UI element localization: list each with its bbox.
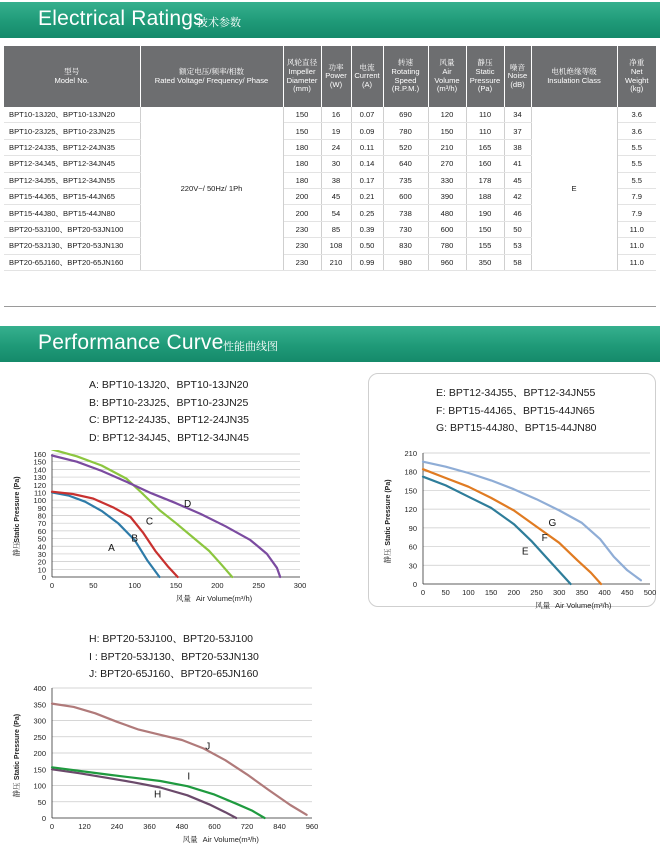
cell-current: 0.09 bbox=[351, 123, 383, 139]
legend-item: I : BPT20-53J130、BPT20-53JN130 bbox=[89, 650, 259, 663]
y-tick-label: 10 bbox=[37, 565, 46, 575]
y-tick-label: 80 bbox=[37, 511, 46, 521]
column-header-en: Model No. bbox=[54, 75, 90, 85]
y-tick-label: 210 bbox=[404, 449, 417, 458]
cell-weight: 3.6 bbox=[617, 123, 656, 139]
x-tick-label: 250 bbox=[530, 588, 543, 597]
cell-pressure: 178 bbox=[466, 172, 504, 188]
cell-power: 30 bbox=[321, 156, 351, 172]
cell-noise: 38 bbox=[504, 139, 531, 155]
y-tick-label: 50 bbox=[37, 797, 46, 807]
y-tick-label: 200 bbox=[33, 749, 46, 758]
column-header bbox=[617, 46, 656, 107]
y-tick-label: 130 bbox=[33, 473, 46, 483]
cell-model: BPT20-53J130、BPT20-53JN130 bbox=[4, 238, 140, 254]
column-header-en: Power (W) bbox=[325, 71, 347, 89]
x-tick-label: 250 bbox=[252, 581, 265, 590]
x-tick-label: 50 bbox=[441, 588, 450, 597]
column-header bbox=[4, 46, 140, 107]
cell-diameter: 180 bbox=[283, 156, 321, 172]
chart-svg bbox=[368, 445, 660, 615]
legend-item: C: BPT12-24J35、BPT12-24JN35 bbox=[89, 414, 249, 426]
performance-chart-1 bbox=[0, 450, 320, 615]
x-tick-label: 480 bbox=[175, 822, 189, 831]
y-tick-label: 20 bbox=[37, 557, 46, 567]
x-tick-label: 50 bbox=[89, 581, 98, 590]
x-axis-label-cn: 风量 bbox=[182, 835, 198, 844]
column-header-en: Rotating Speed (R.P.M.) bbox=[391, 66, 420, 94]
curve-label: E bbox=[521, 546, 529, 558]
cell-noise: 53 bbox=[504, 238, 531, 254]
y-axis-label-cn: 静压 bbox=[12, 782, 21, 798]
cell-weight: 3.6 bbox=[617, 107, 656, 123]
column-header bbox=[466, 46, 504, 107]
cell-diameter: 230 bbox=[283, 238, 321, 254]
x-tick-label: 720 bbox=[240, 822, 254, 831]
performance-chart-2 bbox=[368, 445, 660, 620]
cell-current: 0.99 bbox=[351, 254, 383, 270]
cell-speed: 730 bbox=[383, 221, 428, 237]
y-tick-label: 120 bbox=[33, 480, 46, 490]
y-tick-label: 30 bbox=[37, 549, 46, 559]
x-tick-label: 500 bbox=[643, 588, 657, 597]
cell-power: 54 bbox=[321, 205, 351, 221]
cell-pressure: 188 bbox=[466, 188, 504, 204]
y-tick-label: 100 bbox=[33, 781, 46, 791]
legend-item: H: BPT20-53J100、BPT20-53J100 bbox=[89, 633, 254, 645]
column-header-cn: 转速 bbox=[397, 58, 414, 68]
x-tick-label: 300 bbox=[552, 588, 566, 597]
curve-label: B bbox=[131, 533, 139, 545]
cell-current: 0.14 bbox=[351, 156, 383, 172]
cell-air: 270 bbox=[428, 156, 466, 172]
legend-chart-3 bbox=[89, 631, 259, 684]
cell-current: 0.07 bbox=[351, 107, 383, 123]
curve-label: C bbox=[145, 516, 154, 528]
cell-air: 390 bbox=[428, 188, 466, 204]
cell-current: 0.17 bbox=[351, 172, 383, 188]
legend-item: E: BPT12-34J55、BPT12-34JN55 bbox=[436, 387, 596, 399]
x-axis-label: Air Volume(m³/h) bbox=[555, 601, 612, 610]
legend-item: D: BPT12-34J45、BPT12-34JN45 bbox=[89, 431, 249, 444]
performance-curve-title-cn: 性能曲线图 bbox=[223, 341, 278, 353]
column-header-en: Noise (dB) bbox=[507, 71, 528, 89]
cell-model: BPT20-65J160、BPT20-65JN160 bbox=[4, 254, 140, 270]
column-header-cn: 功率 bbox=[328, 62, 344, 72]
chart-svg bbox=[0, 680, 330, 850]
y-tick-label: 40 bbox=[37, 542, 46, 552]
column-header-en: Impeller Diameter (mm) bbox=[286, 66, 318, 94]
cell-noise: 37 bbox=[504, 123, 531, 139]
cell-speed: 735 bbox=[383, 172, 428, 188]
curve-label: F bbox=[541, 532, 548, 544]
column-header bbox=[428, 46, 466, 107]
x-tick-label: 960 bbox=[305, 822, 319, 831]
column-header-en: Insulation Class bbox=[547, 75, 601, 85]
cell-diameter: 180 bbox=[283, 139, 321, 155]
y-tick-label: 110 bbox=[34, 488, 46, 498]
y-tick-label: 250 bbox=[33, 732, 46, 742]
x-axis-label-cn: 风量 bbox=[175, 594, 191, 603]
x-tick-label: 100 bbox=[462, 588, 475, 597]
cell-air: 780 bbox=[428, 238, 466, 254]
cell-pressure: 160 bbox=[466, 156, 504, 172]
cell-diameter: 230 bbox=[283, 254, 321, 270]
cell-pressure: 150 bbox=[466, 221, 504, 237]
cell-model: BPT15-44J65、BPT15-44JN65 bbox=[4, 188, 140, 204]
cell-power: 38 bbox=[321, 172, 351, 188]
series-line-B bbox=[52, 492, 178, 577]
y-tick-label: 180 bbox=[404, 467, 417, 477]
cell-pressure: 165 bbox=[466, 139, 504, 155]
cell-power: 210 bbox=[321, 254, 351, 270]
electrical-ratings-title-cn: 技术参数 bbox=[197, 17, 241, 29]
cell-speed: 690 bbox=[383, 107, 428, 123]
cell-noise: 42 bbox=[504, 188, 531, 204]
x-tick-label: 240 bbox=[110, 822, 124, 831]
cell-power: 16 bbox=[321, 107, 351, 123]
cell-speed: 520 bbox=[383, 139, 428, 155]
column-header-en: Current (A) bbox=[354, 71, 380, 89]
x-tick-label: 350 bbox=[575, 588, 589, 597]
column-header-cn: 电机绝缘等级 bbox=[551, 66, 597, 76]
curve-label: J bbox=[205, 741, 211, 753]
cell-speed: 738 bbox=[383, 205, 428, 221]
cell-noise: 41 bbox=[504, 156, 531, 172]
column-header-cn: 噪音 bbox=[509, 62, 526, 72]
curve-label: G bbox=[548, 517, 557, 529]
y-tick-label: 30 bbox=[408, 561, 417, 571]
x-tick-label: 200 bbox=[211, 581, 224, 590]
cell-air: 210 bbox=[428, 139, 466, 155]
column-header-cn: 风轮直径 bbox=[286, 58, 318, 68]
cell-power: 19 bbox=[321, 123, 351, 139]
cell-weight: 5.5 bbox=[617, 156, 656, 172]
x-tick-label: 840 bbox=[273, 822, 286, 831]
y-tick-label: 140 bbox=[33, 465, 46, 475]
electrical-ratings-header bbox=[0, 2, 660, 38]
x-axis-label: Air Volume(m³/h) bbox=[195, 594, 253, 603]
series-line-G bbox=[423, 462, 641, 581]
performance-chart-3 bbox=[0, 680, 330, 855]
y-axis-label: Static Pressure (Pa) bbox=[14, 713, 21, 781]
cell-model: BPT10-23J25、BPT10-23JN25 bbox=[4, 123, 140, 139]
cell-model: BPT10-13J20、BPT10-13JN20 bbox=[4, 107, 140, 123]
electrical-ratings-title: Electrical Ratings bbox=[38, 7, 204, 30]
x-tick-label: 200 bbox=[507, 588, 521, 597]
y-tick-label: 150 bbox=[404, 486, 417, 496]
x-tick-label: 150 bbox=[484, 588, 498, 597]
cell-pressure: 110 bbox=[466, 123, 504, 139]
column-header-cn: 型号 bbox=[64, 66, 80, 76]
column-header-cn: 静压 bbox=[477, 58, 493, 68]
cell-weight: 7.9 bbox=[617, 205, 656, 221]
x-tick-label: 0 bbox=[49, 822, 55, 831]
series-line-E bbox=[423, 477, 571, 584]
x-tick-label: 600 bbox=[208, 822, 221, 831]
x-tick-label: 400 bbox=[598, 588, 611, 597]
y-tick-label: 350 bbox=[33, 700, 46, 710]
cell-pressure: 110 bbox=[466, 107, 504, 123]
x-tick-label: 300 bbox=[293, 581, 307, 590]
cell-speed: 780 bbox=[383, 123, 428, 139]
curve-label: D bbox=[183, 498, 192, 510]
cell-diameter: 200 bbox=[283, 205, 321, 221]
column-header-en: Rated Voltage/ Frequency/ Phase bbox=[154, 75, 269, 85]
cell-pressure: 190 bbox=[466, 205, 504, 221]
cell-diameter: 180 bbox=[283, 172, 321, 188]
cell-weight: 7.9 bbox=[617, 188, 656, 204]
y-tick-label: 160 bbox=[33, 450, 46, 459]
cell-weight: 11.0 bbox=[617, 238, 656, 254]
cell-air: 330 bbox=[428, 172, 466, 188]
y-tick-label: 50 bbox=[37, 534, 46, 544]
column-header-cn: 风量 bbox=[439, 58, 455, 68]
cell-weight: 5.5 bbox=[617, 139, 656, 155]
x-tick-label: 150 bbox=[169, 581, 183, 590]
y-tick-label: 70 bbox=[37, 519, 46, 529]
cell-noise: 58 bbox=[504, 254, 531, 270]
cell-pressure: 350 bbox=[466, 254, 504, 270]
column-header-cn: 净重 bbox=[629, 58, 645, 68]
rated-voltage-cell: 220V~/ 50Hz/ 1Ph bbox=[140, 107, 283, 270]
cell-air: 120 bbox=[428, 107, 466, 123]
cell-weight: 11.0 bbox=[617, 254, 656, 270]
cell-noise: 50 bbox=[504, 221, 531, 237]
curve-label: I bbox=[187, 771, 191, 783]
cell-current: 0.21 bbox=[351, 188, 383, 204]
cell-speed: 980 bbox=[383, 254, 428, 270]
x-tick-label: 360 bbox=[143, 822, 156, 831]
y-tick-label: 90 bbox=[408, 523, 417, 533]
y-axis-label-cn: 静压 bbox=[383, 548, 392, 564]
performance-curve-header bbox=[0, 326, 660, 362]
y-tick-label: 150 bbox=[33, 457, 46, 467]
column-header bbox=[531, 46, 617, 107]
y-tick-label: 100 bbox=[33, 496, 46, 506]
chart-svg bbox=[0, 450, 320, 610]
cell-air: 150 bbox=[428, 123, 466, 139]
legend-chart-2 bbox=[436, 385, 597, 438]
column-header-en: Net Weight (kg) bbox=[625, 66, 649, 94]
column-header bbox=[321, 46, 351, 107]
x-tick-label: 100 bbox=[128, 581, 141, 590]
column-header-en: Static Pressure (Pa) bbox=[469, 66, 501, 94]
cell-noise: 46 bbox=[504, 205, 531, 221]
cell-speed: 640 bbox=[383, 156, 428, 172]
x-tick-label: 450 bbox=[621, 588, 634, 597]
cell-diameter: 200 bbox=[283, 188, 321, 204]
cell-current: 0.11 bbox=[351, 139, 383, 155]
cell-diameter: 150 bbox=[283, 107, 321, 123]
x-tick-label: 0 bbox=[420, 588, 426, 597]
column-header-cn: 额定电压/频率/相数 bbox=[179, 66, 244, 76]
curve-label: H bbox=[154, 789, 162, 801]
x-axis-label: Air Volume(m³/h) bbox=[202, 835, 259, 844]
column-header bbox=[283, 46, 321, 107]
cell-speed: 600 bbox=[383, 188, 428, 204]
y-tick-label: 400 bbox=[33, 684, 46, 693]
column-header-en: Air Volume (m³/h) bbox=[434, 66, 460, 94]
legend-item: J: BPT20-65J160、BPT20-65JN160 bbox=[89, 668, 259, 680]
cell-model: BPT12-34J55、BPT12-34JN55 bbox=[4, 172, 140, 188]
column-header-cn: 电流 bbox=[359, 62, 375, 72]
cell-diameter: 230 bbox=[283, 221, 321, 237]
cell-air: 960 bbox=[428, 254, 466, 270]
legend-item: F: BPT15-44J65、BPT15-44JN65 bbox=[436, 404, 595, 417]
cell-noise: 45 bbox=[504, 172, 531, 188]
cell-current: 0.50 bbox=[351, 238, 383, 254]
legend-item: G: BPT15-44J80、BPT15-44JN80 bbox=[436, 422, 597, 434]
cell-current: 0.39 bbox=[351, 221, 383, 237]
x-tick-label: 0 bbox=[49, 581, 55, 590]
table-row bbox=[4, 107, 656, 123]
y-axis-label: Static Pressure (Pa) bbox=[385, 479, 392, 546]
x-tick-label: 120 bbox=[78, 822, 91, 831]
cell-air: 480 bbox=[428, 205, 466, 221]
cell-model: BPT12-34J45、BPT12-34JN45 bbox=[4, 156, 140, 172]
y-axis-label: Static Pressure (Pa) bbox=[14, 476, 21, 543]
y-axis-label-cn: 静压 bbox=[12, 541, 21, 557]
y-tick-label: 60 bbox=[408, 542, 417, 552]
y-tick-label: 120 bbox=[404, 505, 417, 515]
y-tick-label: 150 bbox=[33, 765, 46, 775]
column-header bbox=[351, 46, 383, 107]
cell-pressure: 155 bbox=[466, 238, 504, 254]
y-tick-label: 90 bbox=[37, 503, 46, 513]
cell-power: 24 bbox=[321, 139, 351, 155]
cell-weight: 11.0 bbox=[617, 221, 656, 237]
cell-air: 600 bbox=[428, 221, 466, 237]
y-tick-label: 0 bbox=[412, 580, 417, 589]
cell-power: 108 bbox=[321, 238, 351, 254]
table-bottom-rule bbox=[4, 306, 656, 307]
x-axis-label-cn: 风量 bbox=[535, 601, 551, 610]
table-body bbox=[4, 107, 656, 270]
column-header bbox=[140, 46, 283, 107]
y-tick-label: 0 bbox=[41, 573, 46, 582]
cell-model: BPT15-44J80、BPT15-44JN80 bbox=[4, 205, 140, 221]
legend-chart-1 bbox=[89, 377, 249, 447]
cell-diameter: 150 bbox=[283, 123, 321, 139]
curve-label: A bbox=[108, 542, 115, 554]
column-header bbox=[504, 46, 531, 107]
cell-speed: 830 bbox=[383, 238, 428, 254]
y-tick-label: 0 bbox=[41, 814, 46, 823]
cell-noise: 34 bbox=[504, 107, 531, 123]
y-tick-label: 60 bbox=[37, 526, 46, 536]
legend-item: A: BPT10-13J20、BPT10-13JN20 bbox=[89, 379, 249, 391]
y-tick-label: 300 bbox=[33, 716, 46, 726]
table-header-row bbox=[4, 46, 656, 107]
column-header bbox=[383, 46, 428, 107]
cell-model: BPT12-24J35、BPT12-24JN35 bbox=[4, 139, 140, 155]
cell-power: 85 bbox=[321, 221, 351, 237]
cell-model: BPT20-53J100、BPT20-53JN100 bbox=[4, 221, 140, 237]
cell-weight: 5.5 bbox=[617, 172, 656, 188]
cell-power: 45 bbox=[321, 188, 351, 204]
performance-curve-title: Performance Curve bbox=[38, 331, 224, 354]
legend-item: B: BPT10-23J25、BPT10-23JN25 bbox=[89, 396, 249, 409]
insulation-class-cell: E bbox=[531, 107, 617, 270]
cell-current: 0.25 bbox=[351, 205, 383, 221]
electrical-ratings-table bbox=[4, 46, 656, 271]
